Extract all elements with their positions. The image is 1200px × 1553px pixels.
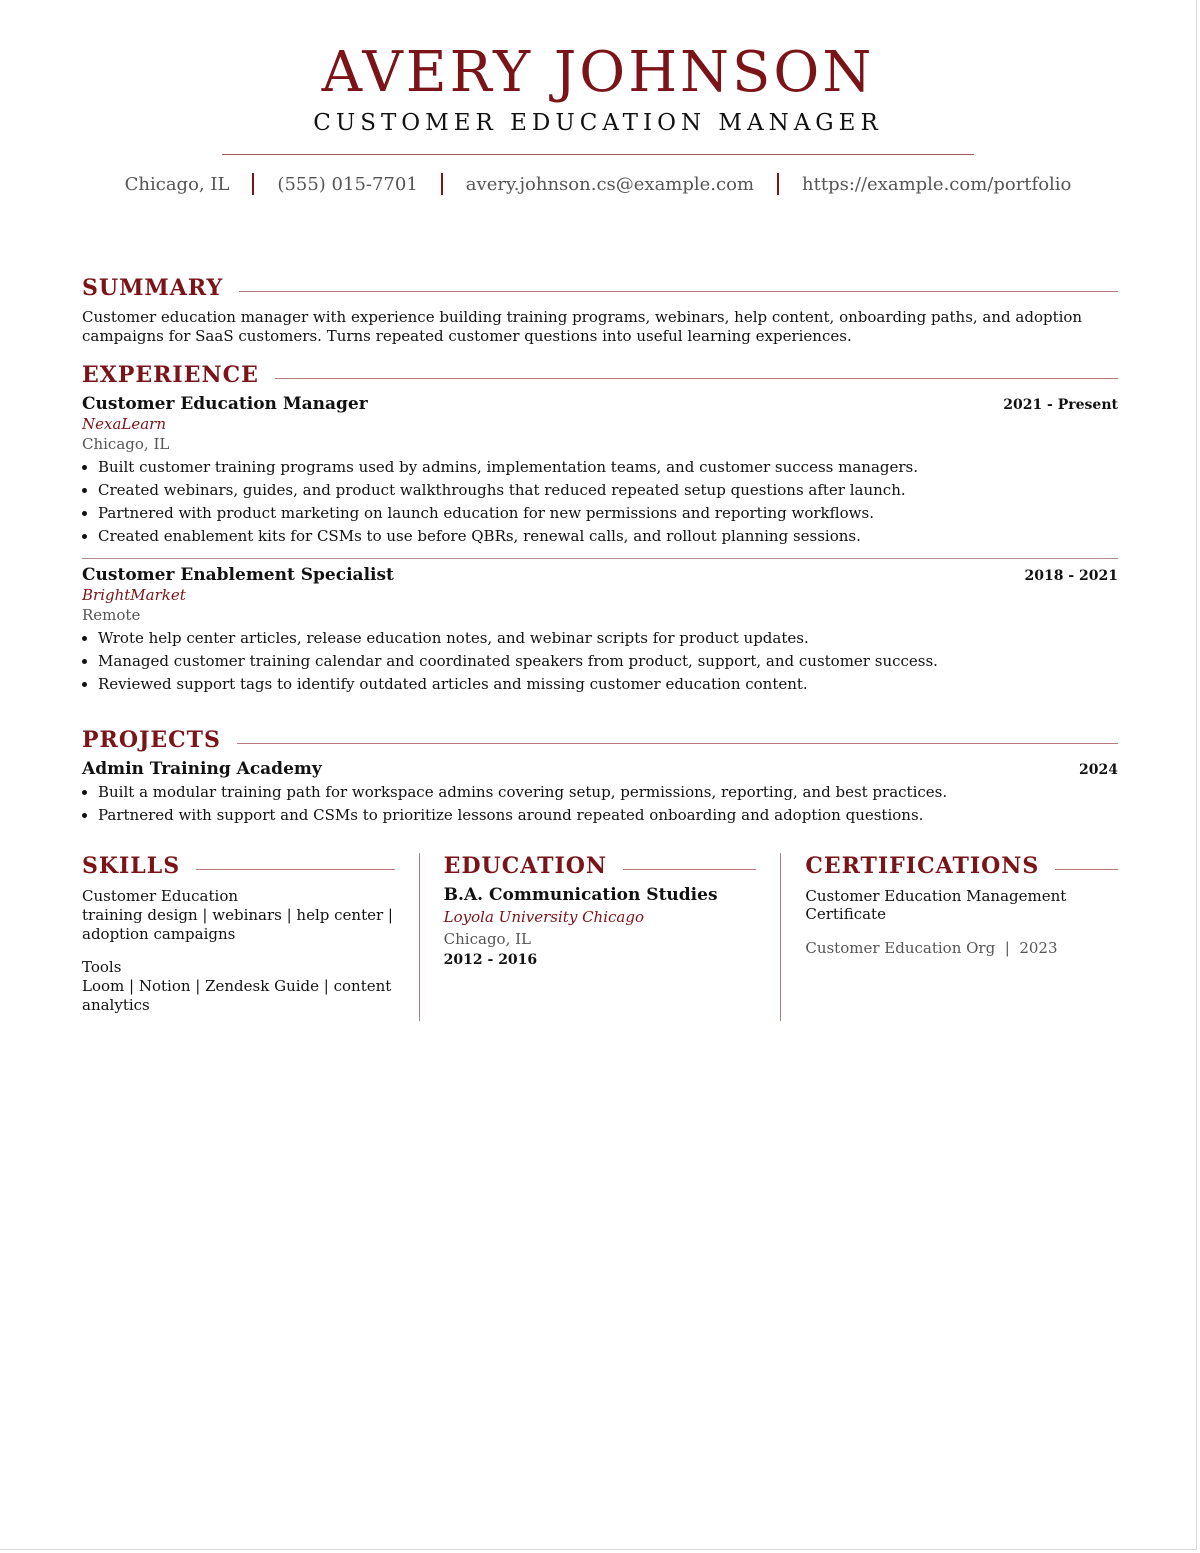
bullet-item: • Managed customer training calendar and coordinated speakers from product, support, and customer success. xyxy=(98,650,1118,673)
contact-separator xyxy=(441,173,443,195)
section-heading-experience: EXPERIENCE xyxy=(82,362,259,388)
candidate-title: CUSTOMER EDUCATION MANAGER xyxy=(313,110,883,136)
skills-section xyxy=(82,853,395,1021)
contact-separator xyxy=(252,173,254,195)
bullet-item: • Partnered with product marketing on launch education for new permissions and reporting workflows. xyxy=(98,502,1118,525)
section-rule xyxy=(275,378,1118,379)
job-dates: 2018 - 2021 xyxy=(1024,568,1118,584)
bullet-item: • Built customer training programs used by admins, implementation teams, and customer success managers. xyxy=(98,456,1118,479)
bullet-item: • Reviewed support tags to identify outdated articles and missing customer education content. xyxy=(98,673,1118,696)
certifications-section xyxy=(805,853,1118,1021)
section-heading-education: EDUCATION xyxy=(443,853,608,879)
education-school: Loyola University Chicago xyxy=(443,908,644,926)
education-section xyxy=(444,853,757,1021)
certification-year: 2023 xyxy=(1019,939,1058,957)
candidate-name: AVERY JOHNSON xyxy=(321,40,875,105)
section-heading-projects: PROJECTS xyxy=(82,727,221,753)
job-bullets xyxy=(82,627,1118,696)
job-entry xyxy=(82,394,1118,548)
job-dates: 2021 - Present xyxy=(1003,397,1118,413)
section-heading-certifications: CERTIFICATIONS xyxy=(805,853,1040,879)
header-divider xyxy=(222,154,974,155)
section-rule xyxy=(623,869,756,870)
project-entry xyxy=(82,759,1118,827)
column-divider xyxy=(419,853,420,1021)
certification-separator: | xyxy=(999,939,1015,957)
contact-email[interactable]: avery.johnson.cs@example.com xyxy=(465,173,755,195)
certification-meta xyxy=(805,939,1118,958)
bottom-columns xyxy=(82,853,1118,1021)
bullet-item: • Built a modular training path for workspace admins covering setup, permissions, reporting, and best practices. xyxy=(98,781,1118,804)
bullet-item: • Wrote help center articles, release education notes, and webinar scripts for product updates. xyxy=(98,627,1118,650)
section-rule xyxy=(1055,869,1118,870)
summary-section xyxy=(82,275,1118,346)
job-bullets xyxy=(82,456,1118,548)
bullet-item: • Created webinars, guides, and product walkthroughs that reduced repeated setup questions after launch. xyxy=(98,479,1118,502)
bullet-item: • Created enablement kits for CSMs to use before QBRs, renewal calls, and rollout planning sessions. xyxy=(98,525,1118,548)
resume-header xyxy=(0,0,1196,195)
job-location: Chicago, IL xyxy=(82,435,170,453)
contact-portfolio-link[interactable]: https://example.com/portfolio xyxy=(802,173,1072,195)
job-entry xyxy=(82,565,1118,696)
section-heading-summary: SUMMARY xyxy=(82,275,224,301)
job-title: Customer Enablement Specialist xyxy=(82,565,394,585)
section-rule xyxy=(196,869,395,870)
section-rule xyxy=(237,743,1118,744)
contact-line xyxy=(0,173,1196,195)
experience-section xyxy=(82,362,1118,696)
job-company: NexaLearn xyxy=(82,415,167,433)
education-dates: 2012 - 2016 xyxy=(443,952,538,968)
section-rule xyxy=(239,291,1118,292)
summary-text: Customer education manager with experience building training programs, webinars, help content, onboarding paths, and adoption campaigns for SaaS customers. Turns repeated customer questions into useful learning experiences. xyxy=(82,308,1083,345)
skill-group-items: Loom | Notion | Zendesk Guide | content analytics xyxy=(82,977,392,1014)
column-divider xyxy=(780,853,781,1021)
job-divider xyxy=(82,558,1118,559)
projects-section xyxy=(82,727,1118,827)
certification-name: Customer Education Management Certificate xyxy=(805,887,1067,923)
section-heading-skills: SKILLS xyxy=(82,853,181,879)
contact-phone: (555) 015-7701 xyxy=(277,173,418,195)
education-location: Chicago, IL xyxy=(443,930,532,948)
certification-issuer: Customer Education Org xyxy=(805,939,996,957)
contact-separator xyxy=(777,173,779,195)
skill-group-items: training design | webinars | help center | adoption campaigns xyxy=(82,906,393,943)
job-title: Customer Education Manager xyxy=(82,394,368,414)
contact-location: Chicago, IL xyxy=(124,173,230,195)
skill-group-name: Tools xyxy=(82,958,122,976)
job-location: Remote xyxy=(82,606,141,624)
bullet-item: • Partnered with support and CSMs to prioritize lessons around repeated onboarding and adoption questions. xyxy=(98,804,1118,827)
skill-group-name: Customer Education xyxy=(82,887,239,905)
project-dates: 2024 xyxy=(1079,762,1118,778)
job-company: BrightMarket xyxy=(82,586,186,604)
education-degree: B.A. Communication Studies xyxy=(443,885,718,905)
project-bullets xyxy=(82,781,1118,827)
project-title: Admin Training Academy xyxy=(82,759,322,779)
